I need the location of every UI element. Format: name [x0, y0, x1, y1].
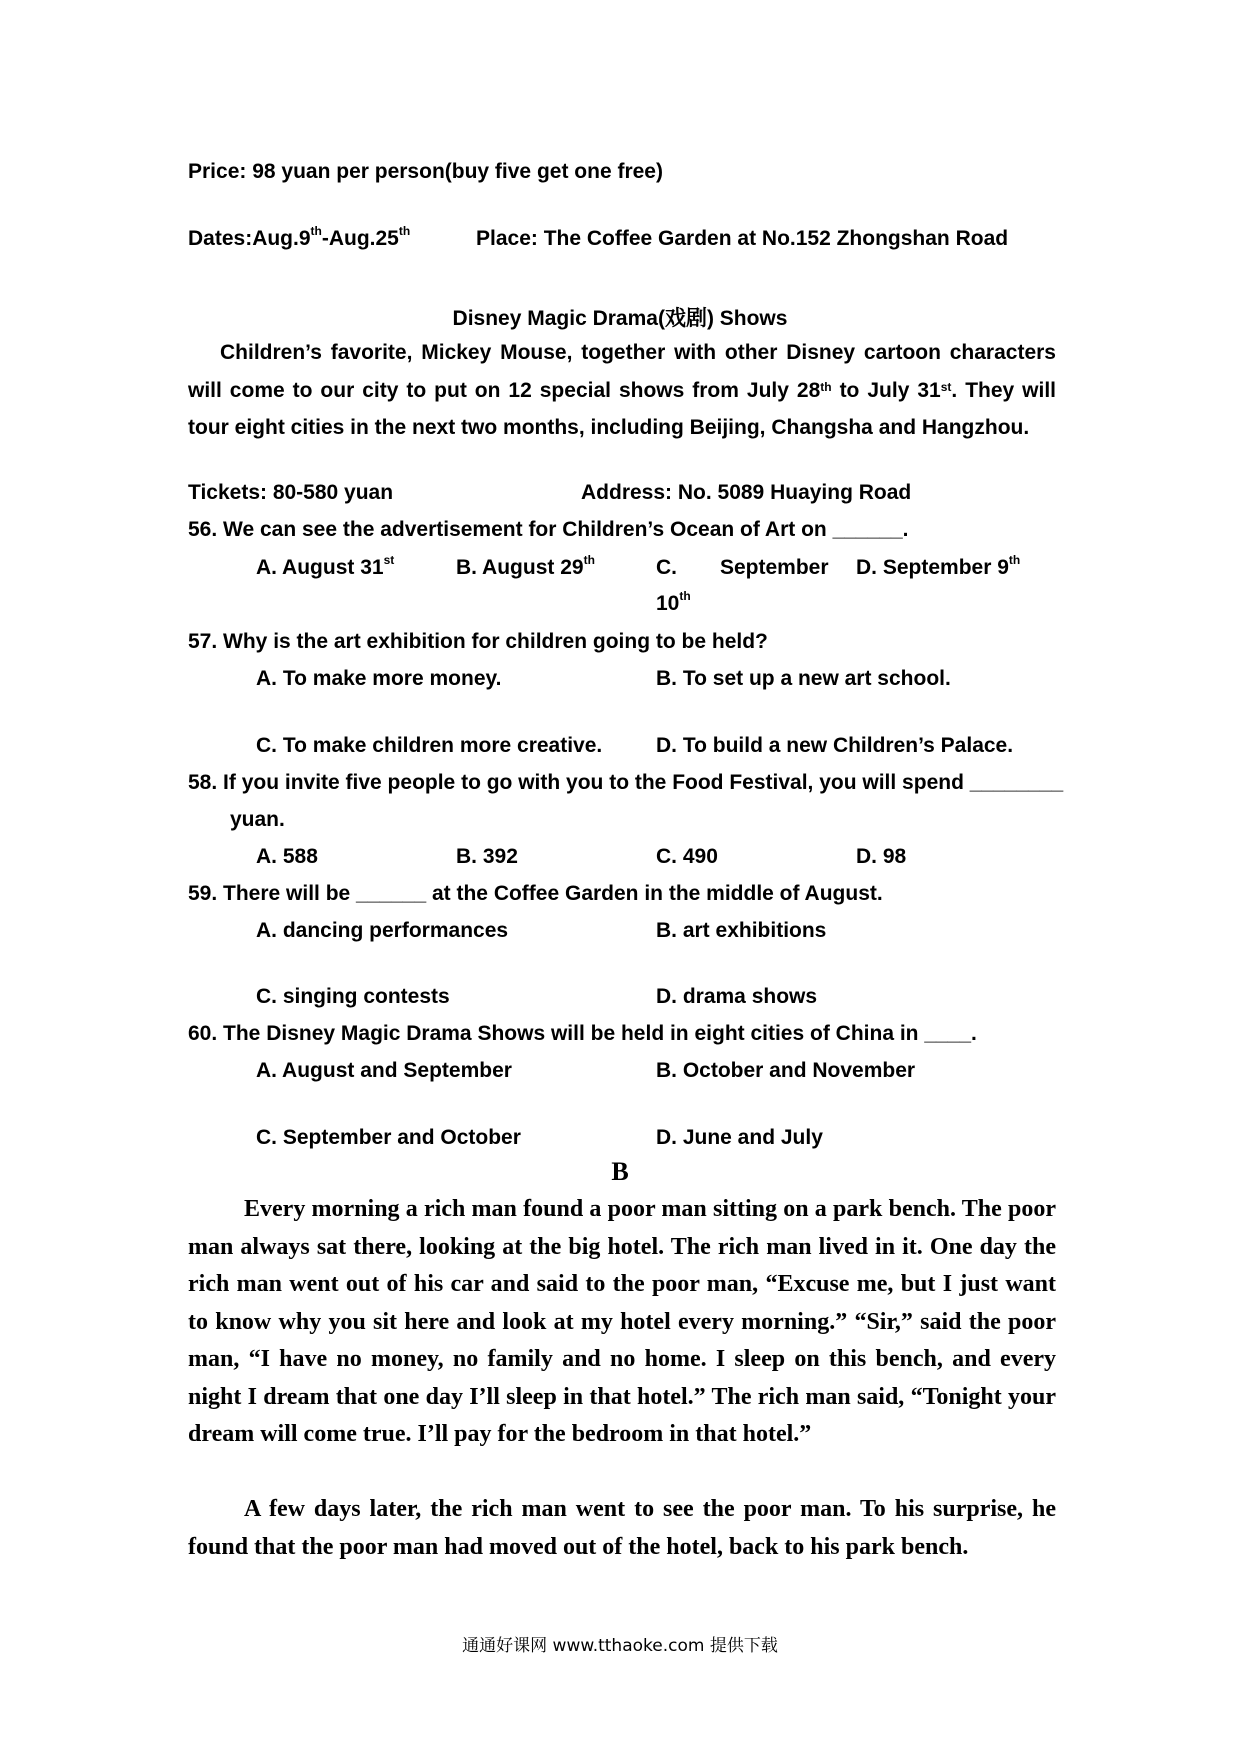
disney-p1-sup1: th [820, 379, 832, 394]
q58-stem-continued: yuan. [230, 808, 285, 831]
disney-title: Disney Magic Drama(戏剧) Shows [452, 307, 788, 330]
q56-option-c-day [656, 589, 691, 616]
q58-option-a: A. 588 [256, 845, 318, 868]
q56-c-day-text: 10 [656, 592, 680, 615]
q60-stem: 60. The Disney Magic Drama Shows will be held in eight cities of China in ____. [188, 1022, 977, 1045]
address-text: Address: No. 5089 Huaying Road [581, 481, 912, 504]
q57-option-b: B. To set up a new art school. [656, 667, 951, 690]
passage-b-paragraph-1: Every morning a rich man found a poor man sitting on a park bench. The poor man always sat there, looking at the big hotel. The rich man lived in it. One day the rich man went out of his car and said to the poor man, “Excuse me, but I just want to know why you sit here and look at my hotel every morning.” “Sir,” said the poor man, “I have no money, no family and no home. I sleep on this bench, and every night I dream that one day I’ll sleep in that hotel.” The rich man said, “Tonight your dream will come true. I’ll pay for the bedroom in that hotel.” [188, 1196, 1056, 1447]
q56-stem: 56. We can see the advertisement for Children’s Ocean of Art on ______. [188, 518, 909, 541]
q59-stem: 59. There will be ______ at the Coffee Garden in the middle of August. [188, 882, 883, 905]
q57-option-a: A. To make more money. [256, 667, 502, 690]
q58-option-d: D. 98 [856, 845, 907, 868]
q59-option-d: D. drama shows [656, 985, 818, 1008]
q59-option-c: C. singing contests [256, 985, 450, 1008]
q56-b-text: B. August 29 [456, 556, 584, 579]
q57-option-c: C. To make children more creative. [256, 734, 603, 757]
q56-option-c-label: C. [656, 556, 677, 579]
q58-stem: 58. If you invite five people to go with you to the Food Festival, you will spend ________ [188, 771, 1064, 794]
place-text: Place: The Coffee Garden at No.152 Zhongshan Road [476, 227, 1009, 250]
q58-option-c: C. 490 [656, 845, 718, 868]
q60-option-a: A. August and September [256, 1059, 512, 1082]
dates-line [188, 224, 411, 251]
section-letter-b: B [611, 1157, 629, 1186]
q56-d-sup: th [1008, 553, 1021, 567]
disney-paragraph [188, 334, 1056, 447]
dates-text: Dates:Aug.9 [188, 227, 311, 250]
q60-option-d: D. June and July [656, 1126, 823, 1149]
q56-option-b [456, 553, 595, 580]
q57-option-d: D. To build a new Children’s Palace. [656, 734, 1014, 757]
q56-option-d [856, 553, 1021, 580]
page-footer: 通通好课网 www.tthaoke.com 提供下载 [462, 1636, 778, 1656]
dates-sup-1: th [310, 224, 322, 238]
disney-p1-sup2: st [940, 379, 952, 394]
q59-option-a: A. dancing performances [256, 919, 509, 942]
place-line [476, 227, 1008, 251]
disney-p1-end: . They will tour eight cities in the next two months, including Beijing, Changsha and Hangzhou. [188, 378, 1057, 439]
q60-option-c: C. September and October [256, 1126, 521, 1149]
q57-stem: 57. Why is the art exhibition for children going to be held? [188, 630, 768, 653]
dates-sup-2: th [398, 224, 411, 238]
price-text: Price: 98 yuan per person(buy five get one free) [188, 160, 663, 183]
disney-p1: Children’s favorite, Mickey Mouse, together with other Disney cartoon characters will come to our city to put on 12 special shows from July 28 [188, 341, 1056, 402]
q56-c-sup: th [679, 589, 691, 603]
price-line [188, 160, 663, 184]
q56-a-sup: st [383, 553, 395, 567]
q56-option-c-word: September [720, 556, 829, 579]
q59-option-b: B. art exhibitions [656, 919, 827, 942]
q60-option-b: B. October and November [656, 1059, 916, 1082]
q56-a-text: A. August 31 [256, 556, 384, 579]
q58-option-b: B. 392 [456, 845, 518, 868]
tickets-text: Tickets: 80-580 yuan [188, 481, 394, 504]
q56-b-sup: th [583, 553, 595, 567]
passage-b-paragraph-2: A few days later, the rich man went to see the poor man. To his surprise, he found that the poor man had moved out of the hotel, back to his park bench. [188, 1496, 1056, 1560]
q56-d-text: D. September 9 [856, 556, 1009, 579]
q56-option-a [256, 553, 395, 580]
disney-p1-mid: to July 31 [831, 378, 941, 402]
dates-text-mid: -Aug.25 [321, 227, 399, 250]
